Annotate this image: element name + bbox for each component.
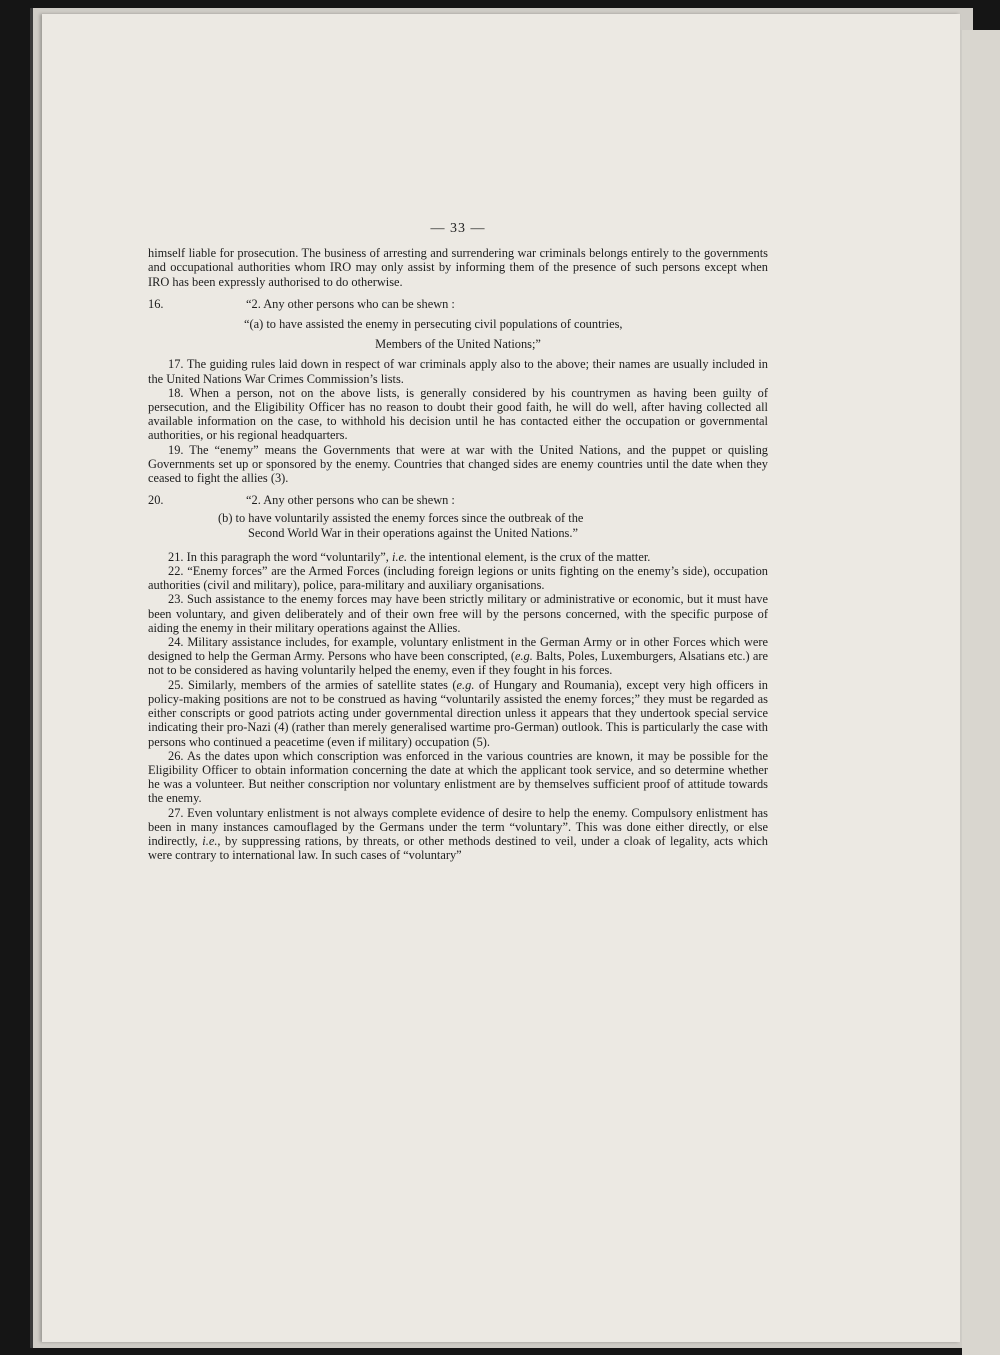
clause-a: “(a) to have assisted the enemy in persecuting civil populations of countries, — [244, 317, 623, 332]
facing-page-edge — [962, 30, 1000, 1355]
paragraph-18: 18. When a person, not on the above lists, is generally considered by his countrymen as having been guilty of persecution, and the Eligibility Officer has no reason to doubt their good faith, he will do well, after having collected all available information on the case, to withhold his decision until he has contacted either the occupation or governmental authorities, or his regional headquarters. — [148, 385, 768, 443]
paragraph-27: 27. Even voluntary enlistment is not always complete evidence of desire to help the enemy. Compulsory enlistment has been in many instances camouflaged by the Germans under the term “voluntary”. This was done either directly, or else indirectly, i.e., by suppressing rations, by threats, or other methods destined to veil, under a cloak of legality, acts which were contrary to international law. In such cases of “voluntary” — [148, 805, 768, 863]
paragraph-21: 21. In this paragraph the word “voluntarily”, i.e. the intentional element, is the crux of the matter. — [168, 549, 651, 564]
paragraph-continuation: himself liable for prosecution. The business of arresting and surrendering war criminals belongs entirely to the governments and occupational authorities whom IRO may only assist by informing them of the presence of such persons except when IRO has been expressly authorised to do otherwise. — [148, 246, 768, 289]
paragraph-number: 16. — [148, 296, 164, 311]
paragraph-26: 26. As the dates upon which conscription was enforced in the various countries are known, it may be possible for the Eligibility Officer to obtain information concerning the date at which the applicant took service, and so determine whether he was a volunteer. But neither conscription nor voluntary enlistment are by themselves sufficient proof of attitude towards the enemy. — [148, 748, 768, 806]
page-number: — 33 — — [430, 221, 486, 236]
clause-b-continuation: Second World War in their operations against the United Nations.” — [248, 525, 578, 540]
paragraph-23: 23. Such assistance to the enemy forces may have been strictly military or administrative or economic, but it must have been voluntary, and given deliberately and of their own free will by the persons concerned, with the specific purpose of aiding the enemy in their military operations against the Allies. — [148, 592, 768, 635]
clause-b: (b) to have voluntarily assisted the enemy forces since the outbreak of the — [218, 511, 584, 526]
clause-a-continuation: Members of the United Nations;” — [375, 337, 541, 352]
quoted-text: “2. Any other persons who can be shewn : — [246, 296, 455, 311]
paragraph-16 — [148, 297, 768, 311]
paragraph-22: 22. “Enemy forces” are the Armed Forces (including foreign legions or units fighting on the enemy’s side), occupation authorities (civil and military), police, para-military and auxiliary organisations. — [148, 564, 768, 593]
quoted-text: “2. Any other persons who can be shewn : — [246, 493, 455, 508]
paragraph-20 — [148, 493, 768, 507]
page-text — [148, 222, 768, 862]
paragraph-19: 19. The “enemy” means the Governments that were at war with the United Nations, and the puppet or quisling Governments set up or sponsored by the enemy. Countries that changed sides are enemy countries until the date when they ceased to fight the allies (3). — [148, 442, 768, 486]
paragraph-number: 20. — [148, 493, 164, 508]
paragraph-17: 17. The guiding rules laid down in respect of war criminals apply also to the above; their names are usually included in the United Nations War Crimes Commission’s lists. — [148, 357, 768, 386]
paragraph-25: 25. Similarly, members of the armies of satellite states (e.g. of Hungary and Roumania), except very high officers in policy-making positions are not to be construed as having “voluntarily assisted the enemy forces;” they must be regarded as either conscripts or good patriots acting under governmental direction unless it appears that they undertook special service indicating their pro-Nazi (4) (rather than merely generalised wartime pro-German) outlook. This is particularly the case with persons who continued a peacetime (even if military) occupation (5). — [148, 677, 768, 749]
paragraph-24: 24. Military assistance includes, for example, voluntary enlistment in the German Army or in other Forces which were designed to help the German Army. Persons who have been conscripted, (e.g. Balts, Poles, Luxemburgers, Alsatians etc.) are not to be considered as having voluntarily helped the enemy, even if they fought in his forces. — [148, 635, 768, 678]
